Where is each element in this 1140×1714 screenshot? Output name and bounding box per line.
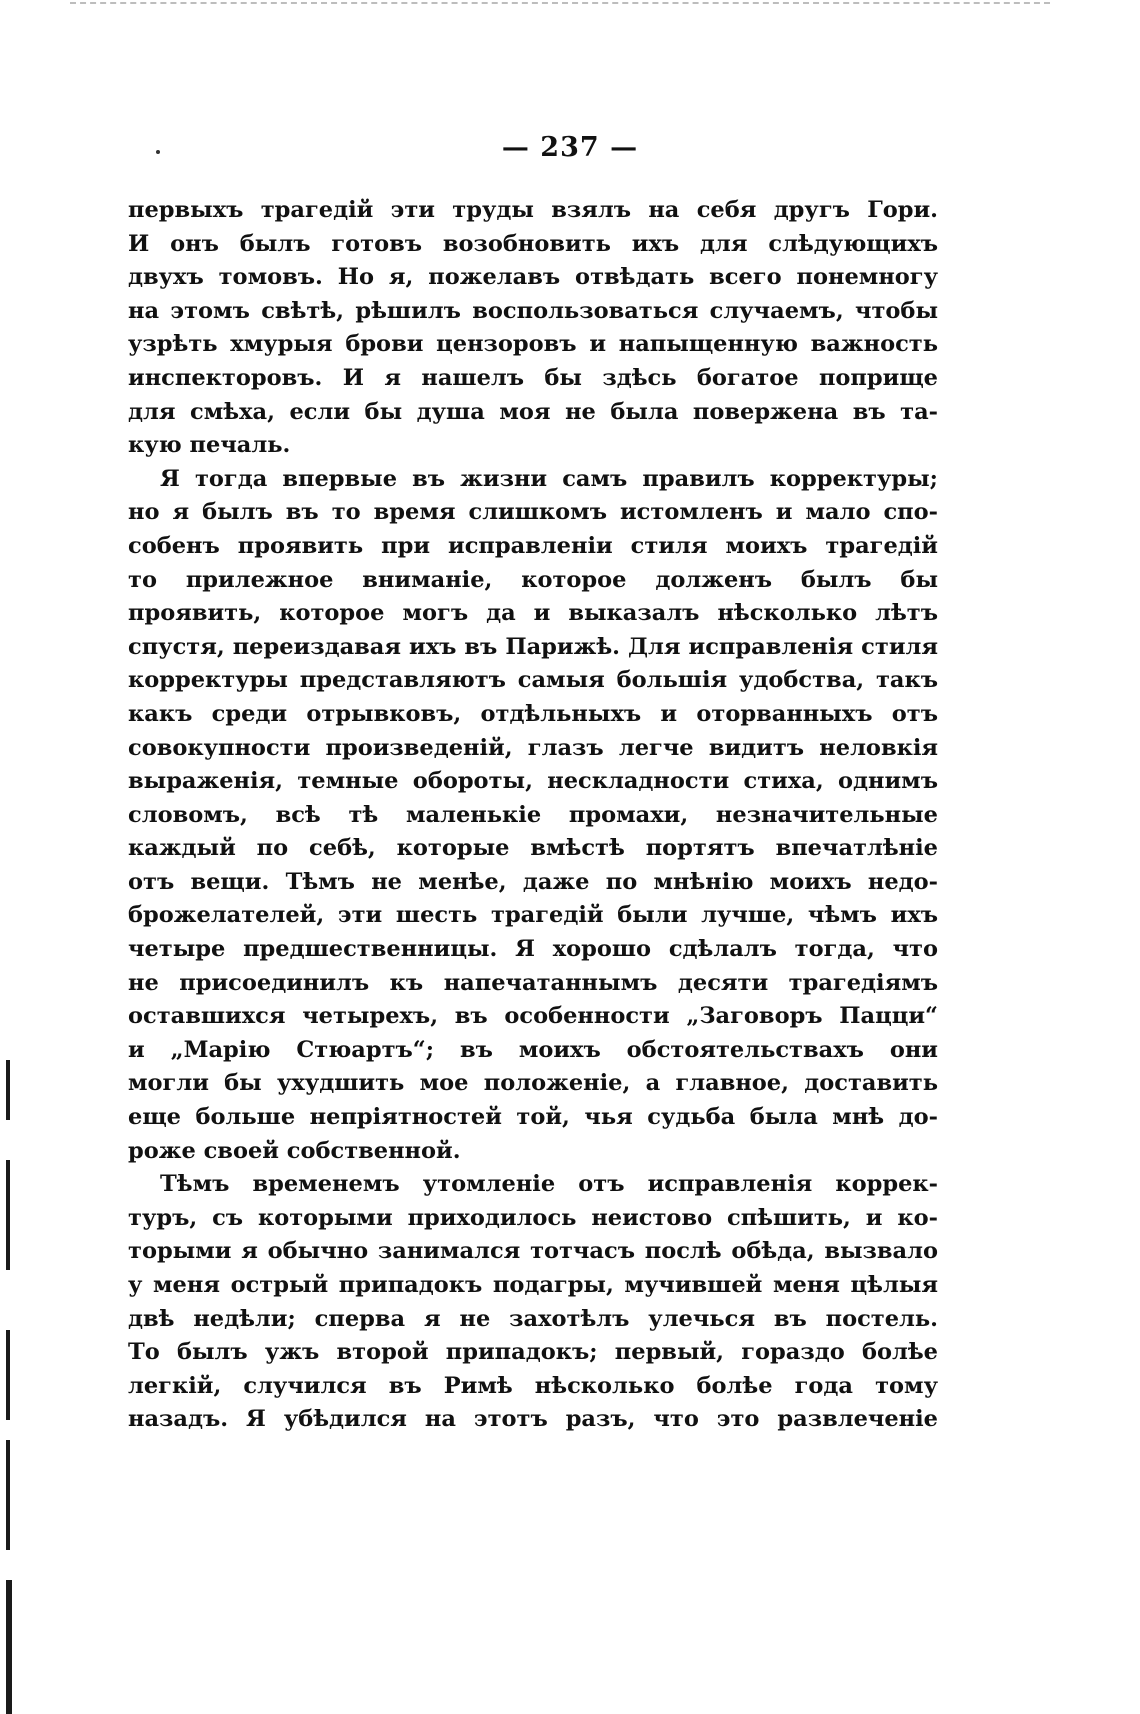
text-line: двухъ томовъ. Но я, пожелавъ отвѣдать всего понемногу bbox=[128, 264, 938, 291]
text-line: каждый по себѣ, которые вмѣстѣ портятъ впечатлѣніе bbox=[128, 835, 938, 862]
text-line: выраженія, темные обороты, нескладности стиха, однимъ bbox=[128, 768, 938, 795]
body-text bbox=[128, 194, 938, 1437]
text-line: какъ среди отрывковъ, отдѣльныхъ и оторванныхъ отъ bbox=[128, 700, 938, 727]
text-line: совокупности произведеній, глазъ легче видитъ неловкія bbox=[128, 734, 938, 761]
text-line: торыми я обычно занимался тотчасъ послѣ обѣда, вызвало bbox=[128, 1238, 938, 1265]
text-line: Я тогда впервые въ жизни самъ правилъ корректуры; bbox=[160, 465, 938, 492]
text-line: инспекторовъ. И я нашелъ бы здѣсь богатое поприще bbox=[128, 364, 938, 391]
text-line: четыре предшественницы. Я хорошо сдѣлалъ тогда, что bbox=[128, 936, 938, 963]
text-line: кую печаль. bbox=[128, 432, 291, 459]
text-line: туръ, съ которыми приходилось неистово спѣшить, и ко- bbox=[128, 1204, 938, 1231]
text-line: Тѣмъ временемъ утомленіе отъ исправленія коррек- bbox=[160, 1171, 938, 1198]
text-line: роже своей собственной. bbox=[128, 1137, 461, 1164]
text-line: назадъ. Я убѣдился на этотъ разъ, что это развлеченіе bbox=[128, 1406, 938, 1433]
scan-gutter-mark bbox=[6, 1580, 12, 1714]
text-line: легкій, случился въ Римѣ нѣсколько болѣе года тому bbox=[128, 1372, 938, 1399]
scan-gutter-mark bbox=[6, 1060, 10, 1120]
text-line: могли бы ухудшить мое положеніе, а главное, доставить bbox=[128, 1070, 938, 1097]
text-line: еще больше непріятностей той, чья судьба была мнѣ до- bbox=[128, 1104, 938, 1131]
text-line: И онъ былъ готовъ возобновить ихъ для слѣдующихъ bbox=[128, 230, 938, 257]
scan-gutter-mark bbox=[6, 1160, 10, 1270]
scan-gutter-mark bbox=[6, 1440, 10, 1550]
text-line: проявить, которое могъ да и выказалъ нѣсколько лѣтъ bbox=[128, 600, 938, 627]
page-number: — 237 — bbox=[501, 132, 639, 163]
scan-gutter-mark bbox=[6, 1330, 10, 1420]
text-line: отъ вещи. Тѣмъ не менѣе, даже по мнѣнію моихъ недо- bbox=[128, 868, 938, 895]
scan-top-edge bbox=[70, 2, 1050, 4]
text-line: словомъ, всѣ тѣ маленькіе промахи, незначительные bbox=[128, 801, 938, 828]
text-line: для смѣха, если бы душа моя не была повержена въ та- bbox=[128, 398, 938, 425]
text-line: То былъ ужъ второй припадокъ; первый, гораздо болѣе bbox=[128, 1339, 938, 1366]
text-line: собенъ проявить при исправленіи стиля моихъ трагедій bbox=[128, 532, 938, 559]
text-line: но я былъ въ то время слишкомъ истомленъ и мало спо- bbox=[128, 499, 938, 526]
paragraph-1 bbox=[128, 194, 938, 463]
text-line: брожелателей, эти шесть трагедій были лучше, чѣмъ ихъ bbox=[128, 902, 938, 929]
text-line: оставшихся четырехъ, въ особенности „Заговоръ Пацци“ bbox=[128, 1003, 938, 1030]
paragraph-2 bbox=[128, 463, 938, 1168]
text-line: у меня острый припадокъ подагры, мучившей меня цѣлыя bbox=[128, 1272, 938, 1298]
text-line: первыхъ трагедій эти труды взялъ на себя другъ Гори. bbox=[128, 197, 938, 223]
text-line: не присоединилъ къ напечатаннымъ десяти трагедіямъ bbox=[128, 969, 938, 996]
paragraph-3 bbox=[128, 1168, 938, 1437]
text-line: двѣ недѣли; сперва я не захотѣлъ улечься въ постель. bbox=[128, 1305, 938, 1332]
text-line: то прилежное вниманіе, которое долженъ былъ бы bbox=[128, 566, 938, 593]
text-line: и „Марію Стюартъ“; въ моихъ обстоятельствахъ они bbox=[128, 1036, 938, 1063]
text-line: на этомъ свѣтѣ, рѣшилъ воспользоваться случаемъ, чтобы bbox=[128, 297, 938, 324]
text-line: узрѣть хмурыя брови цензоровъ и напыщенную важность bbox=[128, 331, 938, 358]
text-line: спустя, переиздавая ихъ въ Парижѣ. Для исправленія стиля bbox=[128, 633, 938, 660]
text-line: корректуры представляютъ самыя большія удобства, такъ bbox=[128, 667, 938, 694]
